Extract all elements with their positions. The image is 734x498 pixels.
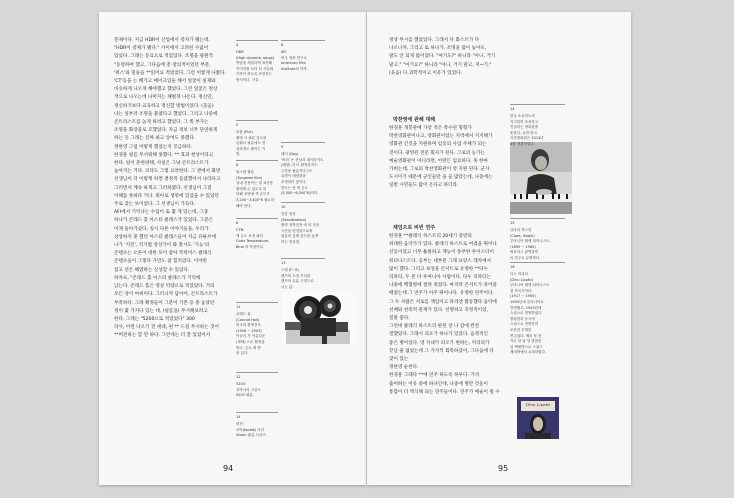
note-text: 클라라 하스킬 (Clara, Haskil) 루마니아 태생 피아니스트. (1895 ~ 1960) 명료하고 완벽하면 의 연주로 유명하다. (510, 228, 551, 260)
text-line: 나중에 백혈병에 걸려 죽었다. 마지막 콘서트가 죽어갈 (389, 283, 497, 289)
text-line: 그러면서 계속 하게고 그러하였다. 선생님이 그걸 (114, 185, 212, 191)
section-heading-1: 박찬영에 관해 대해 (393, 117, 436, 123)
note-number: 16 (510, 265, 515, 269)
note-rule (236, 302, 278, 303)
text-line: (웃음) 다 과학적이고 이유가 있었다. (389, 70, 463, 76)
text-line: 위대한 음악가가 있다. 클래식 하스트로 여겼을 뛰어나 (389, 242, 497, 248)
text-line: 콘텐츠는 오른이 대한 모이 참아 폭력이스 클래식 (114, 251, 212, 257)
text-line: 일반 시민들도 많이 온다고 하더라. (389, 183, 459, 189)
text-line: 부족하다. 그래 확정들이 그분이 기본 등 총 놓았던 (114, 300, 215, 306)
text-line: 리파티, 두 분 다 루마니아 사람이다. 다누 리파티는 (389, 275, 491, 281)
note-text: 5203: 코닥사의 고감도 5203 필름. (236, 382, 261, 398)
pianist-image (510, 142, 572, 214)
note-text: 한국 소피리트에 지지하여 조선하고 건설하는 영화관을 뜻한다. 로만 잔국 지진영화관은 2014년 4월 개관하였다. (510, 114, 544, 146)
left-page-number: 94 (223, 464, 234, 473)
text-line: 정상 무시를 했었었다. 그래서 다 화스트가 다 (389, 38, 480, 43)
note-number: 8 (281, 43, 284, 47)
note-rule (236, 412, 278, 413)
text-line: 모든 상이 여써이다. 그러니까 담아어, 콘트라스트가 (114, 292, 218, 298)
text-line: 때였는데 그 연주가 아주 뛰어나다. 유명한 연주이다. (389, 291, 494, 297)
text-line: 콘트라스트를 높게 하려고 했었다. 그 쪽 부가는 (114, 120, 209, 126)
note-text: 블룸 (Pull) 촬영 시 필름 감도를 낮춰서 필름에도 현 상과정도 줄이는 기 법. (236, 130, 267, 157)
text-line: 상상하지 못 했던 아스터 클래스들이 지금 유튜브에 (114, 234, 216, 240)
text-line: 이제 돌아가셨다. 칭시 다른 이야기들을, 우리가 (114, 226, 209, 232)
note-number: 15 (510, 221, 515, 225)
text-line: 정한영 순한다. (389, 365, 419, 371)
text-line: 박찬영화관이나고, 영화관이었는 지역에서 지지해가 (389, 134, 493, 140)
album-cover (517, 397, 559, 439)
text-line: 선동이었고 너무 훌륭하고 재능이 풍부한 루이스다이 (389, 250, 494, 256)
text-line: 참고 선은 해였하는 신상할 수 있었다. (114, 267, 190, 273)
note-number: 6 (236, 163, 239, 167)
text-line: 하는 듯 그래는 진짜 최고 상여도 못했다. (114, 136, 196, 142)
note-rule (236, 40, 278, 41)
note-number: 10 (281, 205, 286, 209)
note-number: 14 (236, 415, 241, 419)
text-line: 나는 일부러 조명을 붙였다고 했었다. 그리고 나중에 (114, 111, 218, 117)
text-line: 좋은 병이었다. 영 지내가 피오가 변하는, 커리의가 (389, 340, 490, 346)
note-number: 6 (236, 221, 239, 225)
note-number: 4 (236, 43, 239, 47)
text-line: 선배와 친족적 관계가 있다. 선명하고 직정적이었, (389, 307, 488, 313)
note-rule (236, 120, 278, 121)
text-line: 그런데 클래식 하스트리 판된 장 나 감에 완전 (389, 324, 480, 330)
text-line: 말도 안 되게 많이었다. "여기도?" 하니라 "아니, 거기 (389, 54, 496, 60)
note-text: CTB: 색 온도 보정 필터 Color Temperature Blue 의 약칭이다. (236, 228, 269, 249)
section-heading-2: 채임으로 비빈 연주 (393, 225, 436, 231)
note-text: 데이 (Day) '비의' 은 현상과 데이라이트 (태양) 과 더 촬영하지도 주간용 필름이다고도 유명이 태양광을 조명하더 맞이다 한도는 선 색 온도 (5,500~6,000°K)이다. (281, 152, 324, 196)
text-line: 많이 했다. 그리고 보성을 콘서트로 유명한 **다누 (389, 266, 489, 272)
note-rule (510, 262, 565, 263)
text-line: 하나가 콘래드 홀 아스터 클래스가 있었다. 그분은 (114, 218, 213, 224)
text-line: "HDR이 강제가 됐다." 사이에서 고려된 수없이 (114, 46, 209, 52)
text-line: 색으로 나오는데 나머지는 채벌게 나온다. 정신연, (114, 95, 213, 101)
note-rule (236, 160, 278, 161)
note-rule (281, 202, 325, 203)
note-text: 콘래드 홀 (Conrad Hall) 미국의 촬영감독. (1926 ~ 2003) 이들의 가 이름다운 (생략) 으로 촬영을 받고, 등도 획 받 을 있다. (236, 312, 266, 356)
text-line: 나가 '지진', 적기법 영상가이 봐 찰시도 '가능'의 (114, 243, 210, 249)
text-line: "동영하여 했고, 그다음에 총 창의적이었던 부분, (114, 62, 211, 68)
note-rule (281, 40, 325, 41)
text-line: 이해를 못하다 거나. 워아로 생명에 있었을 수 있었던 (114, 193, 219, 199)
note-text: 다누 리파티 (Dinu Lipatti) 루마니아 태생 피아니스트 겸 작곡가이다. (1917 ~ 1950) 1940년에 루마니아로 망명했고, 1943년에 스위스로 망명하였다 할링함과 동시에 스위스로 망명하여 조용한 투명한 연주였다. 제리 볼 칸 거무 달 날 당 말씀한 뒤 백혈병으로 스위스 제네바에서 요절하였다. (510, 272, 550, 355)
text-line: 출어하는 이유 중에 하나인데, 나중에 병만 것들이 (389, 381, 488, 387)
text-line: 도시이기 때문에 군인들만 을 들 많았는데, 나중에는 (389, 175, 493, 181)
text-line: 주로 찾는 보이었다. 그 선생님이 가득다. (114, 202, 196, 208)
right-page-number: 95 (498, 464, 509, 473)
left-page (99, 12, 366, 485)
text-line: 통합이 더 엑식해 되는 연주들이다. 연주가 예술이 될 수 (389, 389, 500, 395)
text-line: 가벼는데, 그로의 박찬영화관이 영 지원 된다. 군사 (389, 167, 490, 173)
album-label: Dinu Lipatti (525, 402, 551, 407)
text-line: 남는다. 콘래드 홀은 영상 역량으로 적었었다. 거의 (114, 284, 215, 290)
note-rule (281, 258, 325, 259)
right-page-intro-text (389, 37, 501, 78)
text-line: 말고." "여기요?" 하니라 "아니, 거기 말고, 저~기." (389, 62, 492, 68)
text-line: 정신하기보다 교육하고 정신할 방법이었다. (웃음) (114, 103, 214, 109)
text-line: 한다. 일이 흔한양태, 사실은 그냥 콘트라스트가 (114, 161, 209, 167)
note-number: 12 (236, 375, 241, 379)
note-number: 14 (510, 107, 515, 111)
camera-image (282, 292, 354, 344)
note-rule (281, 142, 325, 143)
right-page (367, 12, 631, 485)
text-line: 하자프, "콘래드 홀 아스터 클래스가 기억에 (114, 275, 201, 281)
text-line: 한경훈 그래다 **에 연주 하도록 하루다. 가지 (389, 373, 480, 379)
text-line: '워스'와 밀돌을 **읽어요 적었었다. 그런 이렇게 나왔다. (114, 70, 226, 76)
text-line: 정한영 그럼 어떻게 했었는지 궁금하다. (114, 144, 193, 150)
text-line: 정이 몇 가지다 있는 데, (필름을) 무시해보려고 (114, 308, 208, 314)
text-line: **버전하는 할 만 하다. 그런데는 더 잘 있었어서 (114, 333, 211, 339)
text-line: 콘텐츠들이 그렇다 가만도 참 힐치었다. 이야만 (114, 259, 208, 265)
text-line: 한경훈 필름 무서워해 못했다. ** 효과 현상이라고 (114, 152, 214, 158)
note-text: 스텝 (F~S) 렌즈의 초점 거리를 렌즈의 유효 구경으로 나눈 값. (281, 268, 314, 289)
text-line: 조명을 화장품로 모했었다. 자금 정보 너무 단연하게 (114, 128, 218, 134)
text-line: 'CT'등을 는 해가고 메이크업을 해서 얼굴이 실제와 (114, 79, 216, 85)
note-number: 9 (281, 145, 284, 149)
text-line: 한다. 그래는 "5200으로 적었었다" 300 (114, 316, 195, 322)
text-line: 점말 좋다. (389, 316, 410, 322)
left-page-body-text (114, 37, 224, 341)
text-line: 선생님이 더 이렇게 하면 결정적 들였했어서 나라다고 (114, 177, 221, 183)
text-line: 라사, 이번 나오기 전 세대, 편 ** 드릴 무시하는 것이 (114, 325, 219, 331)
text-line: 한경훈 **클래식 하스트리 20세기 중반의 (389, 234, 472, 239)
note-rule (510, 218, 565, 219)
section-2-text (389, 233, 501, 397)
note-rule (236, 372, 278, 373)
text-line: 나오니까, 그리고 또 하나가, 조명을 많이 놓아도, (389, 46, 487, 52)
note-rule (510, 104, 565, 105)
text-line: 영화관 긴것을 지원하며 임동의 사업 주체가 되는 (389, 142, 487, 148)
text-line: 한경훈 개봉관에 가장 적은 촉수된 형형가 (389, 126, 472, 131)
note-number: 11 (236, 305, 241, 309)
note-text: 비전: 코닥(Kodak) 사의 Vision 필름 시리즈. (236, 422, 267, 438)
note-number: 13 (281, 261, 286, 265)
note-number: 5 (236, 123, 239, 127)
text-line: 높아지는 거다. 코닥도 그렇 요약한다. 그 앤에서 화면 (114, 169, 221, 175)
text-line: 문제이다. 지금 HDR이 산업에서 강자가 됐는데, (114, 38, 210, 43)
note-text: 증감 현상 (Sensitization) 촬영 현방전을 에 의 현상 시간을 변경함으로써 필름의 실제 감도를 높게 하는 현상법. (281, 212, 320, 244)
text-line: 결했었다. 그래서 피오가 하나가 있었다. 음정적인 (389, 332, 488, 338)
note-rule (236, 218, 278, 219)
text-line: 워터나스트다. 공부는 대부분 그래 프랑스 레자에서 (389, 258, 491, 264)
text-line: 비슷하게 나오게 해야했고 했었다. 그런 얼굴은 정상 (114, 87, 218, 93)
text-line: 그 두 사람은 서로를 재임이고 파리엔 활동했다 음악에 (389, 299, 497, 305)
text-line: 예술영화관이 아니라면, 어떤든 임료하다. 혹 한마 (389, 158, 488, 164)
text-line: 끝날 줄 없었는데 그 가지씩 회복하셨어, 그다음에 다 (389, 348, 494, 354)
text-line: 것이다. 광영된 전문 회사가 된다. 그로의 능가는 (389, 150, 485, 156)
pianist-photo (510, 142, 572, 214)
section-1-text (389, 125, 501, 191)
note-text: 텅스텐 필름 (Tungsten film) 실내 전용이는 및 표준용 촬영할 수 있도록 되 어해 조명에 색 온도가 3,200~3,400°K 필요하 해야 한다. (236, 170, 275, 208)
text-line: AFI에서 기억나는 수업이 또 몇 게 있는데, 그중 (114, 210, 209, 216)
note-text: HDR (High dynamic range) 명암을 세밀하게 표현해 이미지를 보다 더 사실에 가까이 하도록 표현하는 방식이다. 기술. (236, 50, 275, 82)
film-camera-photo (282, 292, 354, 344)
text-line: 찾이 있는 (389, 357, 409, 363)
note-text: AFI 미국 영화 연구소 American Film Institute의 약자. (281, 50, 308, 71)
text-line: 있었다. 그래는 동료으로 적었었다. 조명을 광원적 (114, 54, 213, 60)
